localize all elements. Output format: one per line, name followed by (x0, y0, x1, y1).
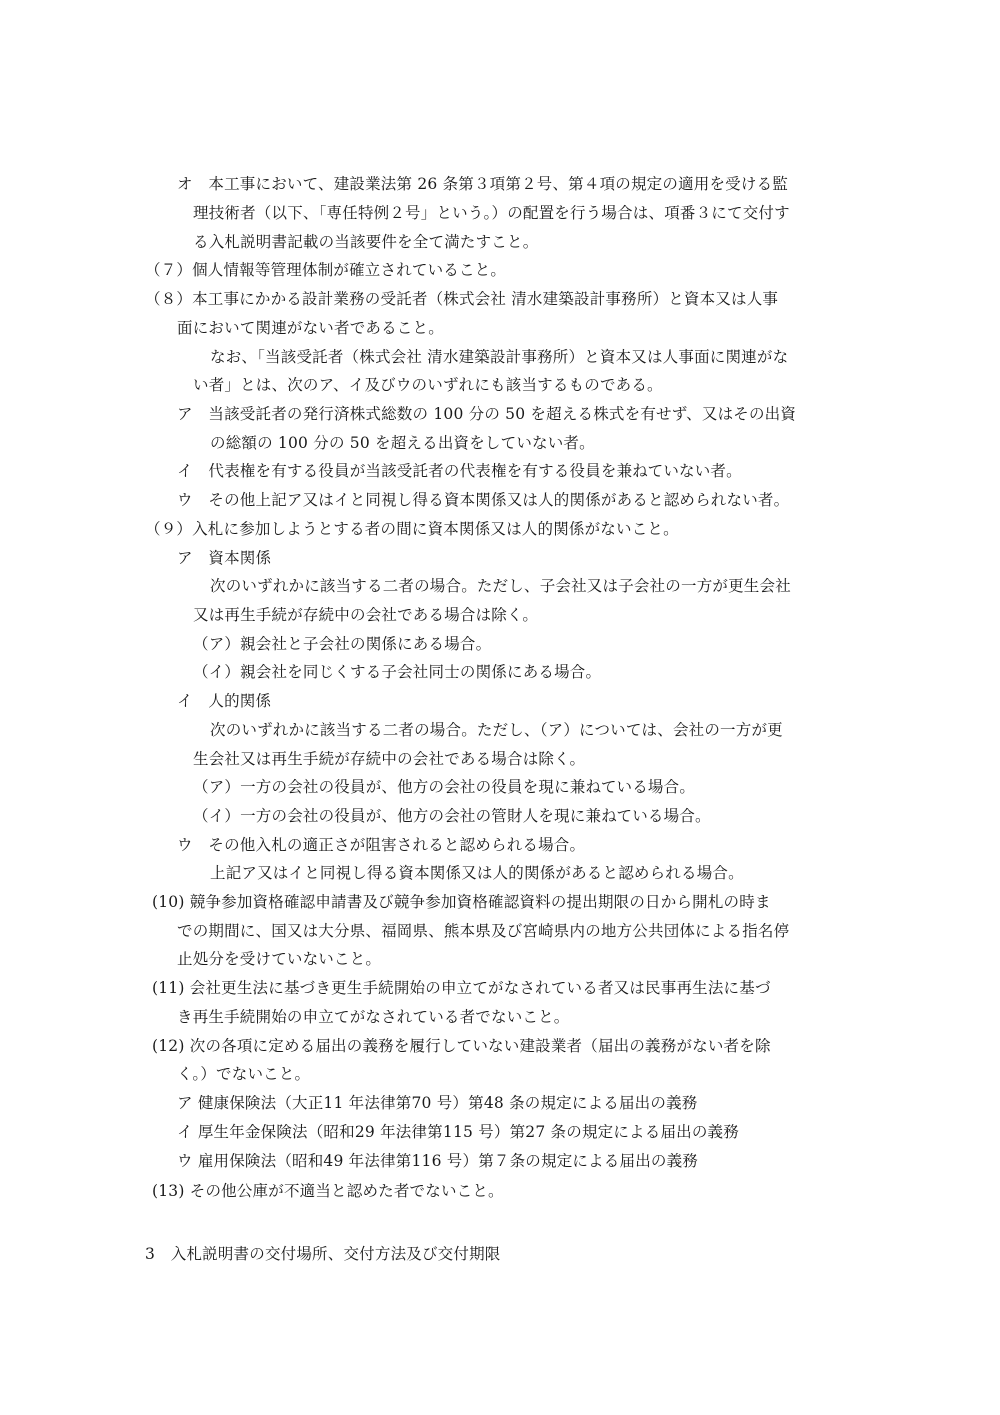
text-line: （イ）親会社を同じくする子会社同士の関係にある場合。 (193, 663, 602, 681)
section-heading: 3 入札説明書の交付場所、交付方法及び交付期限 (145, 1245, 501, 1263)
text-line: なお、「当該受託者（株式会社 清水建築設計事務所）と資本又は人事面に関連がな (210, 348, 789, 366)
text-line: 次のいずれかに該当する二者の場合。ただし、子会社又は子会社の一方が更生会社 (210, 577, 791, 595)
text-line: イ 厚生年金保険法（昭和29 年法律第115 号）第27 条の規定による届出の義務 (177, 1123, 739, 1141)
text-line: 理技術者（以下、「専任特例２号」という。）の配置を行う場合は、項番３にて交付す (193, 204, 790, 222)
text-line: ウ その他上記ア又はイと同視し得る資本関係又は人的関係があると認められない者。 (177, 491, 790, 509)
text-line: （ア）一方の会社の役員が、他方の会社の役員を現に兼ねている場合。 (193, 778, 696, 796)
text-line: イ 人的関係 (177, 692, 272, 710)
text-line: での期間に、国又は大分県、福岡県、熊本県及び宮崎県内の地方公共団体による指名停 (177, 922, 790, 940)
text-line: ア 健康保険法（大正11 年法律第70 号）第48 条の規定による届出の義務 (177, 1094, 698, 1112)
text-line: の総額の 100 分の 50 を超える出資をしていない者。 (210, 434, 595, 452)
text-line: く。）でないこと。 (177, 1065, 311, 1083)
text-line: 上記ア又はイと同視し得る資本関係又は人的関係があると認められる場合。 (210, 864, 744, 882)
text-line: イ 代表権を有する役員が当該受託者の代表権を有する役員を兼ねていない者。 (177, 462, 742, 480)
text-line: （ア）親会社と子会社の関係にある場合。 (193, 635, 492, 653)
text-line: ア 資本関係 (177, 549, 272, 567)
text-line: い者」とは、次のア、イ及びウのいずれにも該当するものである。 (193, 376, 663, 394)
text-line: (12) 次の各項に定める届出の義務を履行していない建設業者（届出の義務がない者を除 (152, 1037, 771, 1055)
text-line: 次のいずれかに該当する二者の場合。ただし、（ア）については、会社の一方が更 (210, 721, 783, 739)
text-line: (13) その他公庫が不適当と認めた者でないこと。 (152, 1182, 504, 1200)
text-line: （９）入札に参加しようとする者の間に資本関係又は人的関係がないこと。 (145, 520, 679, 538)
text-line: （８）本工事にかかる設計業務の受託者（株式会社 清水建築設計事務所）と資本又は人事 (145, 290, 779, 308)
text-line: 面において関連がない者であること。 (177, 319, 444, 337)
text-line: (10) 競争参加資格確認申請書及び競争参加資格確認資料の提出期限の日から開札の時ま (152, 893, 771, 911)
text-line: 又は再生手続が存続中の会社である場合は除く。 (193, 606, 539, 624)
text-line: オ 本工事において、建設業法第 26 条第３項第２号、第４項の規定の適用を受ける監 (177, 175, 788, 193)
text-line: ウ その他入札の適正さが阻害されると認められる場合。 (177, 836, 586, 854)
text-line: 生会社又は再生手続が存続中の会社である場合は除く。 (193, 750, 586, 768)
text-line: (11) 会社更生法に基づき更生手続開始の申立てがなされている者又は民事再生法に基づ (152, 979, 771, 997)
text-line: （イ）一方の会社の役員が、他方の会社の管財人を現に兼ねている場合。 (193, 807, 711, 825)
text-line: 止処分を受けていないこと。 (177, 950, 382, 968)
text-line: き再生手続開始の申立てがなされている者でないこと。 (177, 1008, 570, 1026)
text-line: ア 当該受託者の発行済株式総数の 100 分の 50 を超える株式を有せず、又はその出資 (177, 405, 797, 423)
text-line: （７）個人情報等管理体制が確立されていること。 (145, 261, 507, 279)
text-line: ウ 雇用保険法（昭和49 年法律第116 号）第７条の規定による届出の義務 (177, 1152, 698, 1170)
text-line: る入札説明書記載の当該要件を全て満たすこと。 (193, 233, 539, 251)
